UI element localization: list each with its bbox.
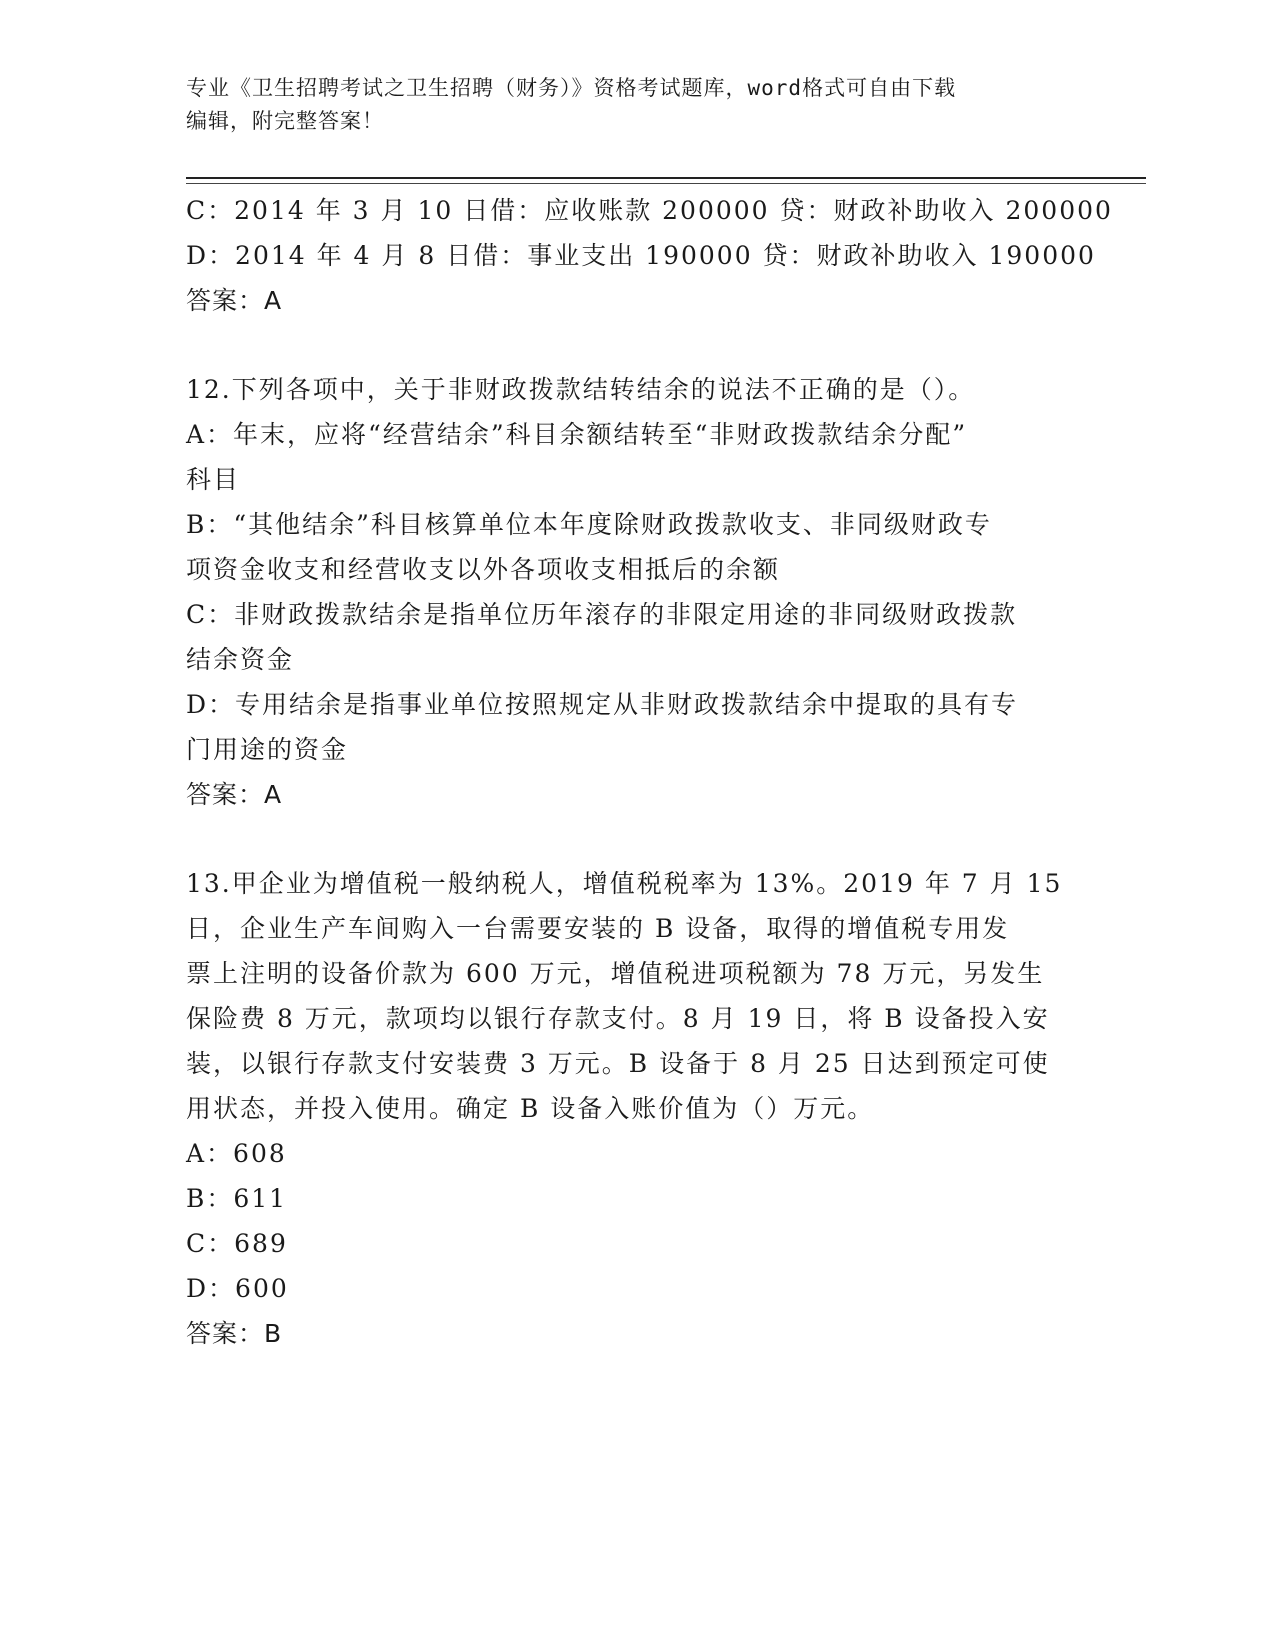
header-divider-thin — [186, 183, 1146, 184]
question-stem: 13.甲企业为增值税一般纳税人，增值税税率为 13%。2019 年 7 月 15 — [186, 869, 1063, 898]
spacer — [186, 817, 1066, 861]
document-body — [186, 188, 1113, 1356]
question-stem-continued: 票上注明的设备价款为 600 万元，增值税进项税额为 78 万元，另发生 — [186, 959, 1045, 988]
question-stem-continued: 保险费 8 万元，款项均以银行存款支付。8 月 19 日，将 B 设备投入安 — [186, 1004, 1050, 1033]
question-12-block — [186, 367, 1066, 817]
document-header — [186, 72, 1086, 138]
question-stem-continued: 用状态，并投入使用。确定 B 设备入账价值为（）万元。 — [186, 1094, 875, 1123]
header-divider-thick — [186, 177, 1146, 179]
option-c: C：非财政拨款结余是指单位历年滚存的非限定用途的非同级财政拨款 — [186, 600, 1018, 629]
option-d: D：2014 年 4 月 8 日借：事业支出 190000 贷：财政补助收入 190000 — [186, 241, 1096, 270]
option-a: A：年末，应将“经营结余”科目余额结转至“非财政拨款结余分配” — [186, 420, 968, 449]
option-b-continued: 项资金收支和经营收支以外各项收支相抵后的余额 — [186, 555, 781, 584]
option-c: C：2014 年 3 月 10 日借：应收账款 200000 贷：财政补助收入 200000 — [186, 196, 1113, 225]
option-a-continued: 科目 — [186, 465, 241, 494]
option-d: D：专用结余是指事业单位按照规定从非财政拨款结余中提取的具有专 — [186, 690, 1019, 719]
prev-question-block — [186, 188, 1113, 323]
option-c-continued: 结余资金 — [186, 645, 295, 674]
option-b: B：611 — [186, 1184, 288, 1213]
header-line-1: 专业《卫生招聘考试之卫生招聘（财务）》资格考试题库，word格式可自由下载 — [186, 76, 957, 100]
question-stem: 12.下列各项中，关于非财政拨款结转结余的说法不正确的是（）。 — [186, 375, 976, 404]
answer-label: 答案：A — [186, 780, 283, 809]
question-13-block — [186, 861, 1066, 1356]
header-line-2: 编辑，附完整答案！ — [186, 109, 384, 133]
answer-label: 答案：B — [186, 1319, 283, 1348]
question-stem-continued: 装，以银行存款支付安装费 3 万元。B 设备于 8 月 25 日达到预定可使 — [186, 1049, 1050, 1078]
option-d: D：600 — [186, 1274, 289, 1303]
question-stem-continued: 日，企业生产车间购入一台需要安装的 B 设备，取得的增值税专用发 — [186, 914, 1010, 943]
option-c: C：689 — [186, 1229, 288, 1258]
option-d-continued: 门用途的资金 — [186, 735, 349, 764]
spacer — [186, 323, 1066, 367]
option-a: A：608 — [186, 1139, 287, 1168]
answer-label: 答案：A — [186, 286, 283, 315]
option-b: B：“其他结余”科目核算单位本年度除财政拨款收支、非同级财政专 — [186, 510, 992, 539]
